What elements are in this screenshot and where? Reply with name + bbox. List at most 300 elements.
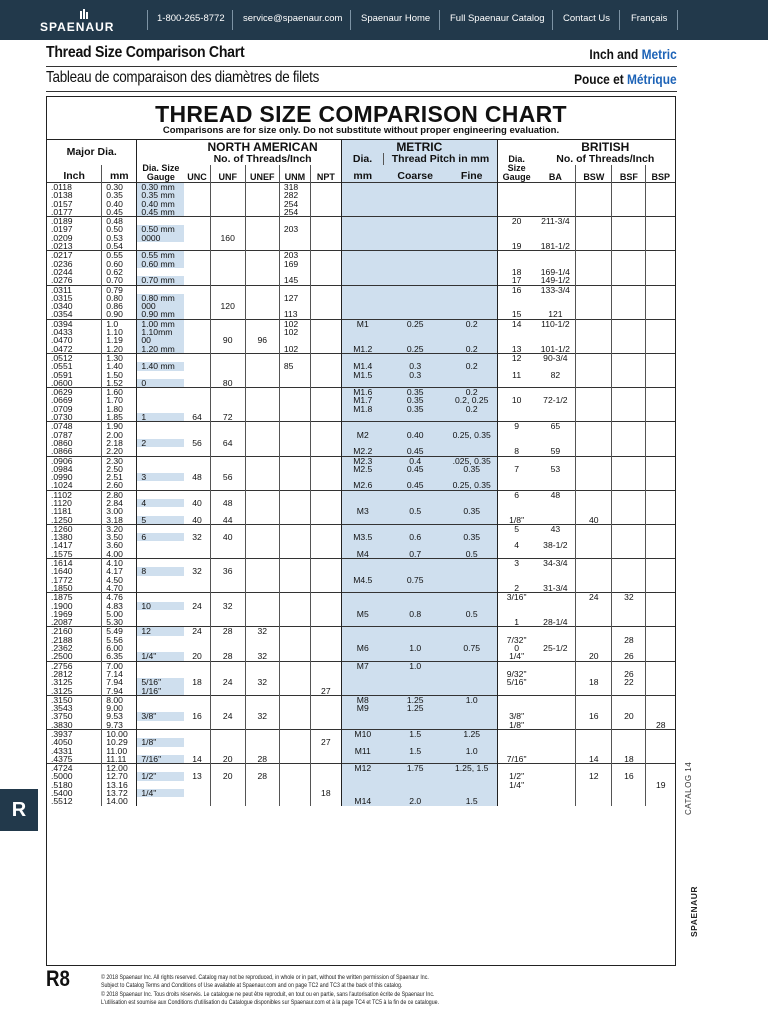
cell-bsp <box>646 687 675 696</box>
cell-coarse <box>384 208 447 217</box>
cell-ba: 121 <box>548 310 563 320</box>
cell-bsw <box>576 661 612 670</box>
cell-br-gauge <box>497 208 535 217</box>
cell-fine: 0.2, 0.25 <box>447 396 498 404</box>
cell-fine <box>447 661 498 670</box>
cell-metric-dia <box>341 789 383 797</box>
cell-unc <box>184 319 210 328</box>
cell-br-gauge: 10 <box>497 396 535 404</box>
cell-inch: .0276 <box>51 276 73 286</box>
table-row <box>47 712 675 720</box>
cell-unc <box>184 687 210 696</box>
cell-npt <box>310 490 341 499</box>
cell-npt <box>310 208 341 217</box>
cell-ba: 90-3/4 <box>535 353 575 362</box>
cell-unc <box>184 541 210 549</box>
nav-phone-link[interactable]: 1-800-265-8772 <box>157 13 225 24</box>
cell-coarse: 0.35 <box>384 396 447 404</box>
cell-inch: .1900 <box>51 601 73 610</box>
cell-br-gauge: 19 <box>497 242 535 251</box>
cell-unef <box>245 431 279 439</box>
cell-npt <box>310 678 341 686</box>
cell-mm: 2.18 <box>102 439 137 447</box>
cell-unf: 24 <box>210 712 245 720</box>
cell-fine <box>447 225 498 233</box>
cell-mm: 1.52 <box>102 379 137 388</box>
cell-gauge: 000 <box>137 302 185 310</box>
cell-unef <box>245 362 279 370</box>
cell-gauge <box>137 242 185 251</box>
nav-catalog-link[interactable]: Full Spaenaur Catalog <box>450 13 545 24</box>
cell-unm <box>279 695 310 704</box>
cell-gauge <box>137 730 185 739</box>
cell-coarse <box>384 422 447 431</box>
cell-unef <box>245 405 279 413</box>
cell-bsp <box>646 516 675 525</box>
cell-bsp <box>646 670 675 678</box>
cell-bsw <box>576 644 612 652</box>
cell-coarse <box>384 738 447 746</box>
nav-home-link[interactable]: Spaenaur Home <box>361 13 431 24</box>
cell-bsp <box>646 242 675 251</box>
cell-fine: 0.25, 0.35 <box>447 431 498 439</box>
cell-fine <box>447 704 498 712</box>
cell-unc: 14 <box>192 754 202 764</box>
cell-fine <box>447 687 498 696</box>
cell-unf <box>210 208 245 217</box>
cell-unm: 85 <box>279 362 310 370</box>
cell-bsw <box>576 319 612 328</box>
cell-unm <box>279 704 310 712</box>
cell-inch: .5180 <box>51 780 73 790</box>
cell-inch: .0709 <box>51 404 73 414</box>
cell-npt <box>310 618 341 627</box>
cell-npt <box>310 439 341 447</box>
cell-inch: .0315 <box>51 293 73 303</box>
cell-ba <box>535 772 575 780</box>
cell-unf <box>210 362 245 370</box>
cell-bsf: 20 <box>612 712 646 720</box>
cell-unc <box>184 353 210 362</box>
cell-bsw <box>576 225 612 233</box>
cell-mm: 4.70 <box>102 584 137 593</box>
cell-metric-dia <box>341 191 383 199</box>
cell-bsf: 18 <box>612 755 646 764</box>
cell-gauge: 1/4" <box>137 652 185 661</box>
cell-npt <box>310 217 341 226</box>
cell-bsw: 14 <box>576 755 612 764</box>
units-label-fr <box>574 71 677 87</box>
cell-unc <box>184 328 210 336</box>
cell-mm: 0.53 <box>102 234 137 242</box>
cell-bsf <box>612 388 646 397</box>
cell-unef <box>245 260 279 268</box>
cell-unm <box>279 584 310 593</box>
cell-mm: 13.16 <box>102 781 137 789</box>
cell-bsw <box>576 183 612 192</box>
cell-fine <box>447 328 498 336</box>
cell-gauge <box>137 371 185 379</box>
cell-fine: 0.35 <box>447 533 498 541</box>
cell-npt <box>310 336 341 344</box>
cell-metric-dia: M1.7 <box>341 396 383 404</box>
cell-coarse: 1.5 <box>384 730 447 739</box>
cell-ba <box>535 302 575 310</box>
thread-table <box>47 139 675 806</box>
cell-mm: 4.83 <box>102 602 137 610</box>
cell-unc <box>184 191 210 199</box>
cell-fine: 1.0 <box>447 695 498 704</box>
cell-unf <box>210 559 245 568</box>
cell-metric-dia: M1.5 <box>341 371 383 379</box>
cell-unf <box>210 388 245 397</box>
cell-bsf <box>612 687 646 696</box>
cell-ba <box>535 200 575 208</box>
cell-npt <box>310 302 341 310</box>
cell-bsw <box>576 721 612 730</box>
cell-inch: .0669 <box>51 396 73 405</box>
cell-fine <box>447 371 498 379</box>
cell-inch: .0860 <box>51 438 73 448</box>
table-row <box>47 610 675 618</box>
cell-unm <box>279 388 310 397</box>
cell-coarse <box>384 336 447 344</box>
cell-br-gauge: 1/4" <box>497 781 535 789</box>
cell-unef <box>245 208 279 217</box>
cell-fine <box>447 721 498 730</box>
cell-metric-dia: M4 <box>341 550 383 559</box>
cell-metric-dia: M11 <box>341 747 383 755</box>
cell-br-gauge: 1/8" <box>497 516 535 525</box>
header-rule <box>46 91 677 92</box>
cell-unef: 32 <box>245 712 279 720</box>
cell-unc <box>184 593 210 602</box>
cell-unf: 56 <box>210 473 245 481</box>
cell-inch: .0591 <box>51 370 73 379</box>
cell-br-gauge <box>497 336 535 344</box>
cell-unm: 254 <box>279 208 310 217</box>
cell-bsf <box>612 730 646 739</box>
cell-npt <box>310 730 341 739</box>
cell-ba <box>535 431 575 439</box>
cell-br-gauge <box>497 610 535 618</box>
cell-bsw <box>576 302 612 310</box>
cell-bsp <box>646 268 675 276</box>
cell-unf: 28 <box>210 652 245 661</box>
cell-bsw: 18 <box>576 678 612 686</box>
cell-inch: .1181 <box>51 507 72 516</box>
bsp-header: BSP <box>646 165 675 183</box>
cell-coarse: 1.25 <box>384 704 447 712</box>
cell-bsp <box>646 353 675 362</box>
cell-fine <box>447 294 498 302</box>
cell-coarse <box>384 191 447 199</box>
cell-bsw <box>576 704 612 712</box>
cell-mm: 10.00 <box>102 730 137 739</box>
cell-unm <box>279 593 310 602</box>
table-row <box>47 550 675 559</box>
cell-br-gauge <box>497 797 535 805</box>
cell-fine <box>447 336 498 344</box>
cell-ba: 31-3/4 <box>543 583 568 593</box>
nav-contact-link[interactable]: Contact Us <box>563 13 610 24</box>
cell-unef <box>245 319 279 328</box>
cell-gauge <box>137 456 185 465</box>
cell-unef <box>245 507 279 515</box>
cell-ba <box>535 362 575 370</box>
cell-ba: 82 <box>550 370 561 379</box>
cell-bsf <box>612 747 646 755</box>
cell-br-gauge <box>497 576 535 584</box>
cell-mm: 3.18 <box>102 516 137 525</box>
cell-mm: 1.40 <box>102 362 137 370</box>
cell-bsw <box>576 251 612 260</box>
cell-inch: .0311 <box>47 285 102 294</box>
cell-npt <box>310 602 341 610</box>
cell-br-gauge: 16 <box>497 285 535 294</box>
cell-unc: 16 <box>192 712 202 721</box>
cell-gauge: 1/4" <box>137 789 185 797</box>
cell-unf <box>210 721 245 730</box>
cell-unc <box>184 302 210 310</box>
cell-ba: 211-3/4 <box>535 217 575 226</box>
cell-coarse <box>384 310 447 319</box>
cell-unc <box>184 490 210 499</box>
cell-gauge: 0 <box>137 379 185 388</box>
cell-ba <box>535 567 575 575</box>
cell-inch: .1850 <box>51 583 73 593</box>
cell-unc <box>184 747 210 755</box>
table-row <box>47 789 675 797</box>
cell-bsf <box>612 379 646 388</box>
cell-mm: 3.50 <box>102 533 137 541</box>
cell-unef <box>245 371 279 379</box>
cell-br-gauge: 9 <box>497 422 535 431</box>
cell-br-gauge: 1/4" <box>497 652 535 661</box>
table-row <box>47 567 675 575</box>
north-american-header: NORTH AMERICAN <box>184 140 341 153</box>
cell-bsp <box>646 576 675 584</box>
cell-inch: .3937 <box>47 730 102 739</box>
cell-unm <box>279 661 310 670</box>
cell-npt <box>310 353 341 362</box>
cell-ba <box>535 516 575 525</box>
cell-unm <box>279 465 310 473</box>
cell-unc <box>184 294 210 302</box>
cell-fine <box>447 353 498 362</box>
table-row <box>47 328 675 336</box>
cell-unc: 56 <box>192 438 202 448</box>
cell-unef <box>245 764 279 773</box>
cell-ba <box>535 499 575 507</box>
cell-unef <box>245 302 279 310</box>
nav-email-link[interactable]: service@spaenaur.com <box>243 13 343 24</box>
cell-unm <box>279 721 310 730</box>
cell-npt <box>310 550 341 559</box>
cell-coarse: 2.0 <box>384 797 447 805</box>
nav-divider <box>232 10 233 30</box>
cell-bsw <box>576 310 612 319</box>
cell-bsw <box>576 328 612 336</box>
cell-br-gauge: 12 <box>497 353 535 362</box>
cell-gauge <box>137 405 185 413</box>
npt-header: NPT <box>310 165 341 183</box>
cell-inch: .1640 <box>51 567 73 576</box>
table-row <box>47 422 675 431</box>
cell-bsw <box>576 431 612 439</box>
cell-ba <box>535 652 575 661</box>
cell-fine <box>447 712 498 720</box>
cell-gauge <box>137 584 185 593</box>
cell-metric-dia <box>341 183 383 192</box>
cell-npt <box>310 661 341 670</box>
table-row <box>47 456 675 465</box>
cell-bsw <box>576 636 612 644</box>
table-row <box>47 285 675 294</box>
cell-unf <box>210 797 245 805</box>
cell-bsf <box>612 208 646 217</box>
cell-gauge <box>137 618 185 627</box>
cell-gauge <box>137 670 185 678</box>
cell-unef <box>245 388 279 397</box>
table-row <box>47 755 675 764</box>
cell-coarse <box>384 439 447 447</box>
cell-bsf <box>612 276 646 285</box>
cell-bsf <box>612 576 646 584</box>
cell-mm: 1.80 <box>102 405 137 413</box>
cell-mm: 0.30 <box>102 183 137 192</box>
cell-mm: 0.79 <box>102 285 137 294</box>
cell-bsp <box>646 336 675 344</box>
cell-ba: 181-1/2 <box>540 242 570 251</box>
cell-gauge: 7/16" <box>137 755 185 764</box>
cell-unef <box>245 422 279 431</box>
units-label-en-metric: Metric <box>641 46 677 62</box>
cell-ba <box>535 260 575 268</box>
table-row <box>47 413 675 422</box>
units-label-en-text: Inch and <box>589 46 642 62</box>
table-row <box>47 661 675 670</box>
cell-fine <box>447 541 498 549</box>
cell-npt <box>310 388 341 397</box>
cell-br-gauge <box>497 550 535 559</box>
table-row <box>47 302 675 310</box>
cell-bsp <box>646 755 675 764</box>
cell-inch: .1614 <box>47 559 102 568</box>
cell-unc <box>184 200 210 208</box>
cell-unf <box>210 345 245 354</box>
cell-npt <box>310 396 341 404</box>
cell-bsf <box>612 524 646 533</box>
cell-npt <box>310 627 341 636</box>
cell-bsp <box>646 225 675 233</box>
cell-npt <box>310 507 341 515</box>
cell-metric-dia: M1.4 <box>341 362 383 370</box>
cell-unm <box>279 678 310 686</box>
cell-inch: .4331 <box>51 746 73 755</box>
cell-mm: 10.29 <box>102 738 137 746</box>
cell-gauge <box>137 217 185 226</box>
cell-unf <box>210 636 245 644</box>
cell-unc <box>184 524 210 533</box>
cell-bsw <box>576 388 612 397</box>
cell-gauge: 0.30 mm <box>137 183 185 192</box>
cell-npt <box>310 242 341 251</box>
cell-unc <box>184 704 210 712</box>
table-row <box>47 439 675 447</box>
cell-br-gauge: 20 <box>497 217 535 226</box>
cell-bsf <box>612 294 646 302</box>
cell-bsf: 32 <box>612 593 646 602</box>
cell-bsw <box>576 405 612 413</box>
cell-bsf <box>612 413 646 422</box>
cell-npt <box>310 319 341 328</box>
cell-mm: 13.72 <box>102 789 137 797</box>
cell-bsf <box>612 473 646 481</box>
cell-unef <box>245 721 279 730</box>
cell-inch: .0748 <box>47 422 102 431</box>
cell-ba: 110-1/2 <box>535 319 575 328</box>
section-tab[interactable]: R <box>0 789 38 831</box>
cell-gauge: 0.45 mm <box>137 208 185 217</box>
cell-unf: 20 <box>210 755 245 764</box>
table-row <box>47 507 675 515</box>
cell-bsw <box>576 610 612 618</box>
cell-bsf <box>612 200 646 208</box>
nav-divider <box>619 10 620 30</box>
cell-unf <box>210 576 245 584</box>
cell-unef <box>245 268 279 276</box>
cell-bsp: 19 <box>646 781 675 789</box>
cell-mm: 6.00 <box>102 644 137 652</box>
cell-bsp <box>646 481 675 490</box>
chart-title: THREAD SIZE COMPARISON CHART <box>155 101 567 127</box>
cell-metric-dia <box>341 541 383 549</box>
cell-mm: 3.00 <box>102 507 137 515</box>
cell-bsf <box>612 618 646 627</box>
cell-metric-dia <box>341 260 383 268</box>
cell-inch: .0984 <box>51 464 73 474</box>
cell-br-gauge <box>497 328 535 336</box>
cell-fine <box>447 738 498 746</box>
cell-bsw <box>576 627 612 636</box>
cell-ba <box>535 781 575 789</box>
cell-unf <box>210 781 245 789</box>
cell-br-gauge <box>497 200 535 208</box>
cell-unef: 28 <box>245 755 279 764</box>
cell-gauge <box>137 465 185 473</box>
cell-gauge: 1.10mm <box>137 328 185 336</box>
cell-unf <box>210 285 245 294</box>
nav-language-link[interactable]: Français <box>631 13 668 24</box>
table-row <box>47 670 675 678</box>
table-row <box>47 524 675 533</box>
cell-bsp <box>646 405 675 413</box>
cell-unef: 32 <box>245 627 279 636</box>
cell-fine <box>447 413 498 422</box>
cell-unef <box>245 704 279 712</box>
cell-gauge <box>137 695 185 704</box>
spaenaur-logo[interactable] <box>40 9 125 33</box>
cell-gauge: 12 <box>137 627 185 636</box>
unm-header: UNM <box>279 165 310 183</box>
cell-bsp <box>646 507 675 515</box>
cell-fine <box>447 516 498 525</box>
cell-npt: 27 <box>310 738 341 746</box>
cell-mm: 0.90 <box>102 310 137 319</box>
side-catalog-label: CATALOG 14 <box>684 761 693 815</box>
cell-metric-dia <box>341 670 383 678</box>
